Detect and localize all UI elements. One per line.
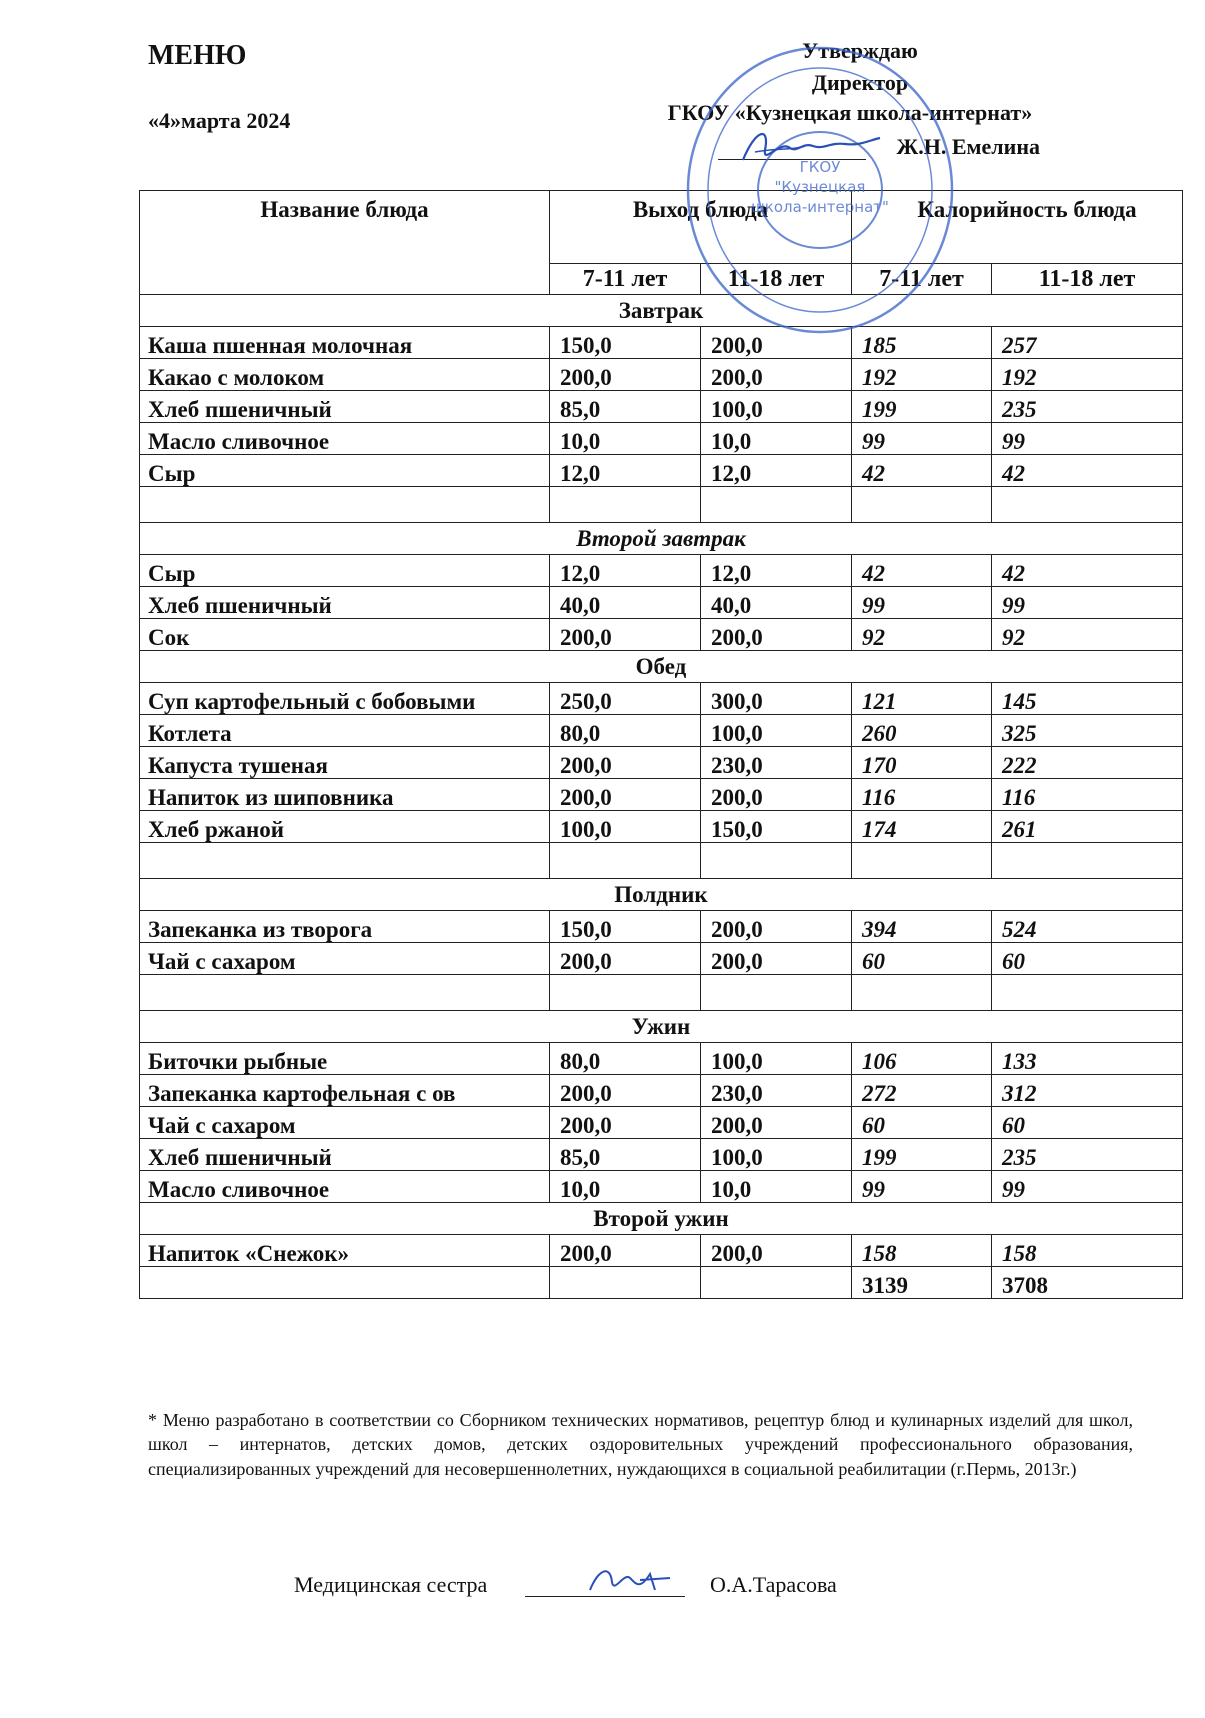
menu-table bbox=[139, 190, 1183, 1299]
yield-7-11: 80,0 bbox=[550, 715, 701, 747]
yield-11-18: 100,0 bbox=[701, 1043, 852, 1075]
calories-7-11: 272 bbox=[852, 1075, 992, 1107]
dish-name: Хлеб ржаной bbox=[140, 811, 550, 843]
section-title: Полдник bbox=[140, 879, 1183, 911]
section-row bbox=[140, 1203, 1183, 1235]
calories-11-18: 42 bbox=[992, 555, 1183, 587]
calories-11-18: 261 bbox=[992, 811, 1183, 843]
yield-7-11: 40,0 bbox=[550, 587, 701, 619]
blank-cell bbox=[550, 843, 701, 879]
total-calories-7-11: 3139 bbox=[852, 1267, 992, 1299]
calories-11-18: 133 bbox=[992, 1043, 1183, 1075]
table-row bbox=[140, 423, 1183, 455]
blank-cell bbox=[852, 487, 992, 523]
yield-11-18: 100,0 bbox=[701, 391, 852, 423]
yield-7-11: 150,0 bbox=[550, 327, 701, 359]
approval-line-2: Директор bbox=[811, 70, 909, 95]
calories-7-11: 121 bbox=[852, 683, 992, 715]
section-row bbox=[140, 523, 1183, 555]
yield-7-11: 200,0 bbox=[550, 359, 701, 391]
calories-7-11: 99 bbox=[852, 1171, 992, 1203]
yield-11-18: 10,0 bbox=[701, 1171, 852, 1203]
yield-11-18: 200,0 bbox=[701, 1235, 852, 1267]
table-row bbox=[140, 747, 1183, 779]
totals-row bbox=[140, 1267, 1183, 1299]
approval-signer: Ж.Н. Емелина bbox=[896, 134, 1040, 159]
blank-row bbox=[140, 843, 1183, 879]
calories-7-11: 394 bbox=[852, 911, 992, 943]
dish-name: Запеканка картофельная с ов bbox=[140, 1075, 550, 1107]
calories-7-11: 60 bbox=[852, 943, 992, 975]
calories-11-18: 99 bbox=[992, 423, 1183, 455]
yield-11-18: 200,0 bbox=[701, 943, 852, 975]
section-row bbox=[140, 295, 1183, 327]
blank-cell bbox=[701, 843, 852, 879]
yield-11-18: 200,0 bbox=[701, 619, 852, 651]
blank-cell bbox=[140, 843, 550, 879]
calories-7-11: 174 bbox=[852, 811, 992, 843]
dish-name: Напиток «Снежок» bbox=[140, 1235, 550, 1267]
blank-cell bbox=[140, 975, 550, 1011]
nurse-name: О.А.Тарасова bbox=[710, 1572, 837, 1597]
table-row bbox=[140, 455, 1183, 487]
section-row bbox=[140, 651, 1183, 683]
yield-11-18: 12,0 bbox=[701, 455, 852, 487]
table-row bbox=[140, 1107, 1183, 1139]
yield-7-11: 150,0 bbox=[550, 911, 701, 943]
table-row bbox=[140, 327, 1183, 359]
stamp-inner-text: школа-интернат" bbox=[751, 198, 889, 216]
dish-name: Капуста тушеная bbox=[140, 747, 550, 779]
blank-cell bbox=[992, 843, 1183, 879]
calories-7-11: 199 bbox=[852, 1139, 992, 1171]
official-stamp bbox=[680, 40, 960, 340]
dish-name: Какао с молоком bbox=[140, 359, 550, 391]
stamp-inner-text: "Кузнецкая bbox=[774, 178, 866, 196]
calories-11-18: 60 bbox=[992, 1107, 1183, 1139]
stamp-inner-text: ГКОУ bbox=[799, 158, 841, 176]
table-row bbox=[140, 811, 1183, 843]
yield-7-11: 200,0 bbox=[550, 747, 701, 779]
calories-7-11: 106 bbox=[852, 1043, 992, 1075]
calories-7-11: 60 bbox=[852, 1107, 992, 1139]
table-row bbox=[140, 715, 1183, 747]
calories-7-11: 116 bbox=[852, 779, 992, 811]
calories-11-18: 312 bbox=[992, 1075, 1183, 1107]
calories-11-18: 325 bbox=[992, 715, 1183, 747]
calories-11-18: 235 bbox=[992, 1139, 1183, 1171]
approval-organization: ГКОУ «Кузнецкая школа-интернат» bbox=[667, 100, 1033, 125]
yield-11-18: 230,0 bbox=[701, 747, 852, 779]
section-title: Обед bbox=[140, 651, 1183, 683]
header-yield-age-11-18: 11-18 лет bbox=[701, 264, 852, 295]
dish-name: Биточки рыбные bbox=[140, 1043, 550, 1075]
dish-name: Чай с сахаром bbox=[140, 1107, 550, 1139]
table-row bbox=[140, 555, 1183, 587]
blank-cell bbox=[550, 975, 701, 1011]
dish-name: Сыр bbox=[140, 555, 550, 587]
calories-7-11: 92 bbox=[852, 619, 992, 651]
yield-7-11: 80,0 bbox=[550, 1043, 701, 1075]
dish-name: Сок bbox=[140, 619, 550, 651]
dish-name: Каша пшенная молочная bbox=[140, 327, 550, 359]
footnote: * Меню разработано в соответствии со Сборником технических нормативов, рецептур блюд и кулинарных изделий для школ, школ – интернатов, детских домов, детских оздоровительных учреждений профессионального образования, специализированных учреждений для несовершеннолетних, нуждающихся в социальной реабилитации (г.Пермь, 2013г.) bbox=[148, 1410, 1133, 1479]
document-date: «4»марта 2024 bbox=[148, 108, 291, 133]
calories-7-11: 185 bbox=[852, 327, 992, 359]
yield-7-11: 10,0 bbox=[550, 1171, 701, 1203]
yield-7-11: 200,0 bbox=[550, 1107, 701, 1139]
yield-7-11: 100,0 bbox=[550, 811, 701, 843]
yield-7-11: 200,0 bbox=[550, 619, 701, 651]
totals-blank bbox=[550, 1267, 701, 1299]
table-row bbox=[140, 683, 1183, 715]
yield-7-11: 200,0 bbox=[550, 943, 701, 975]
nurse-label: Медицинская сестра bbox=[294, 1572, 488, 1597]
yield-11-18: 300,0 bbox=[701, 683, 852, 715]
section-title: Второй завтрак bbox=[140, 523, 1183, 555]
calories-11-18: 60 bbox=[992, 943, 1183, 975]
calories-11-18: 257 bbox=[992, 327, 1183, 359]
blank-cell bbox=[852, 843, 992, 879]
dish-name: Котлета bbox=[140, 715, 550, 747]
section-title: Завтрак bbox=[140, 295, 1183, 327]
blank-cell bbox=[852, 975, 992, 1011]
yield-11-18: 12,0 bbox=[701, 555, 852, 587]
nurse-signature bbox=[580, 1560, 680, 1600]
yield-7-11: 12,0 bbox=[550, 555, 701, 587]
yield-11-18: 200,0 bbox=[701, 1107, 852, 1139]
calories-11-18: 99 bbox=[992, 1171, 1183, 1203]
calories-11-18: 235 bbox=[992, 391, 1183, 423]
calories-11-18: 42 bbox=[992, 455, 1183, 487]
dish-name: Суп картофельный с бобовыми bbox=[140, 683, 550, 715]
dish-name: Масло сливочное bbox=[140, 423, 550, 455]
table-row bbox=[140, 1171, 1183, 1203]
header-cal-age-11-18: 11-18 лет bbox=[992, 264, 1183, 295]
yield-7-11: 200,0 bbox=[550, 1075, 701, 1107]
blank-cell bbox=[992, 975, 1183, 1011]
yield-11-18: 10,0 bbox=[701, 423, 852, 455]
calories-11-18: 99 bbox=[992, 587, 1183, 619]
yield-7-11: 10,0 bbox=[550, 423, 701, 455]
yield-11-18: 200,0 bbox=[701, 911, 852, 943]
calories-7-11: 260 bbox=[852, 715, 992, 747]
blank-row bbox=[140, 975, 1183, 1011]
blank-row bbox=[140, 487, 1183, 523]
header-yield-age-7-11: 7-11 лет bbox=[550, 264, 701, 295]
menu-table-body bbox=[140, 191, 1183, 1299]
header-yield: Выход блюда bbox=[550, 191, 852, 264]
calories-7-11: 42 bbox=[852, 555, 992, 587]
section-title: Ужин bbox=[140, 1011, 1183, 1043]
yield-11-18: 200,0 bbox=[701, 359, 852, 391]
table-row bbox=[140, 1043, 1183, 1075]
table-row bbox=[140, 1139, 1183, 1171]
calories-7-11: 199 bbox=[852, 391, 992, 423]
document-title: МЕНЮ bbox=[148, 40, 247, 71]
yield-11-18: 100,0 bbox=[701, 715, 852, 747]
yield-7-11: 200,0 bbox=[550, 779, 701, 811]
table-row bbox=[140, 391, 1183, 423]
blank-cell bbox=[140, 487, 550, 523]
table-header-row bbox=[140, 191, 1183, 264]
table-row bbox=[140, 587, 1183, 619]
yield-7-11: 250,0 bbox=[550, 683, 701, 715]
calories-11-18: 145 bbox=[992, 683, 1183, 715]
totals-blank bbox=[701, 1267, 852, 1299]
yield-11-18: 100,0 bbox=[701, 1139, 852, 1171]
yield-7-11: 200,0 bbox=[550, 1235, 701, 1267]
header-cal-age-7-11: 7-11 лет bbox=[852, 264, 992, 295]
calories-7-11: 99 bbox=[852, 587, 992, 619]
dish-name: Хлеб пшеничный bbox=[140, 391, 550, 423]
calories-7-11: 170 bbox=[852, 747, 992, 779]
table-row bbox=[140, 779, 1183, 811]
calories-11-18: 92 bbox=[992, 619, 1183, 651]
calories-7-11: 42 bbox=[852, 455, 992, 487]
dish-name: Масло сливочное bbox=[140, 1171, 550, 1203]
dish-name: Чай с сахаром bbox=[140, 943, 550, 975]
totals-blank bbox=[140, 1267, 550, 1299]
section-row bbox=[140, 1011, 1183, 1043]
dish-name: Хлеб пшеничный bbox=[140, 587, 550, 619]
dish-name: Хлеб пшеничный bbox=[140, 1139, 550, 1171]
table-row bbox=[140, 1075, 1183, 1107]
blank-cell bbox=[701, 487, 852, 523]
yield-7-11: 85,0 bbox=[550, 391, 701, 423]
yield-11-18: 150,0 bbox=[701, 811, 852, 843]
calories-11-18: 524 bbox=[992, 911, 1183, 943]
approval-line-1: Утверждаю bbox=[802, 38, 918, 63]
table-row bbox=[140, 359, 1183, 391]
total-calories-11-18: 3708 bbox=[992, 1267, 1183, 1299]
header-dish-name: Название блюда bbox=[140, 191, 550, 295]
calories-7-11: 99 bbox=[852, 423, 992, 455]
calories-11-18: 158 bbox=[992, 1235, 1183, 1267]
table-row bbox=[140, 619, 1183, 651]
calories-11-18: 192 bbox=[992, 359, 1183, 391]
blank-cell bbox=[550, 487, 701, 523]
calories-11-18: 116 bbox=[992, 779, 1183, 811]
section-title: Второй ужин bbox=[140, 1203, 1183, 1235]
director-signature bbox=[735, 120, 885, 175]
yield-7-11: 12,0 bbox=[550, 455, 701, 487]
calories-11-18: 222 bbox=[992, 747, 1183, 779]
table-row bbox=[140, 943, 1183, 975]
table-row bbox=[140, 911, 1183, 943]
calories-7-11: 192 bbox=[852, 359, 992, 391]
yield-7-11: 85,0 bbox=[550, 1139, 701, 1171]
dish-name: Сыр bbox=[140, 455, 550, 487]
calories-7-11: 158 bbox=[852, 1235, 992, 1267]
header-calories: Калорийность блюда bbox=[852, 191, 1183, 264]
dish-name: Напиток из шиповника bbox=[140, 779, 550, 811]
yield-11-18: 200,0 bbox=[701, 779, 852, 811]
yield-11-18: 200,0 bbox=[701, 327, 852, 359]
section-row bbox=[140, 879, 1183, 911]
dish-name: Запеканка из творога bbox=[140, 911, 550, 943]
yield-11-18: 230,0 bbox=[701, 1075, 852, 1107]
yield-11-18: 40,0 bbox=[701, 587, 852, 619]
blank-cell bbox=[701, 975, 852, 1011]
table-row bbox=[140, 1235, 1183, 1267]
blank-cell bbox=[992, 487, 1183, 523]
